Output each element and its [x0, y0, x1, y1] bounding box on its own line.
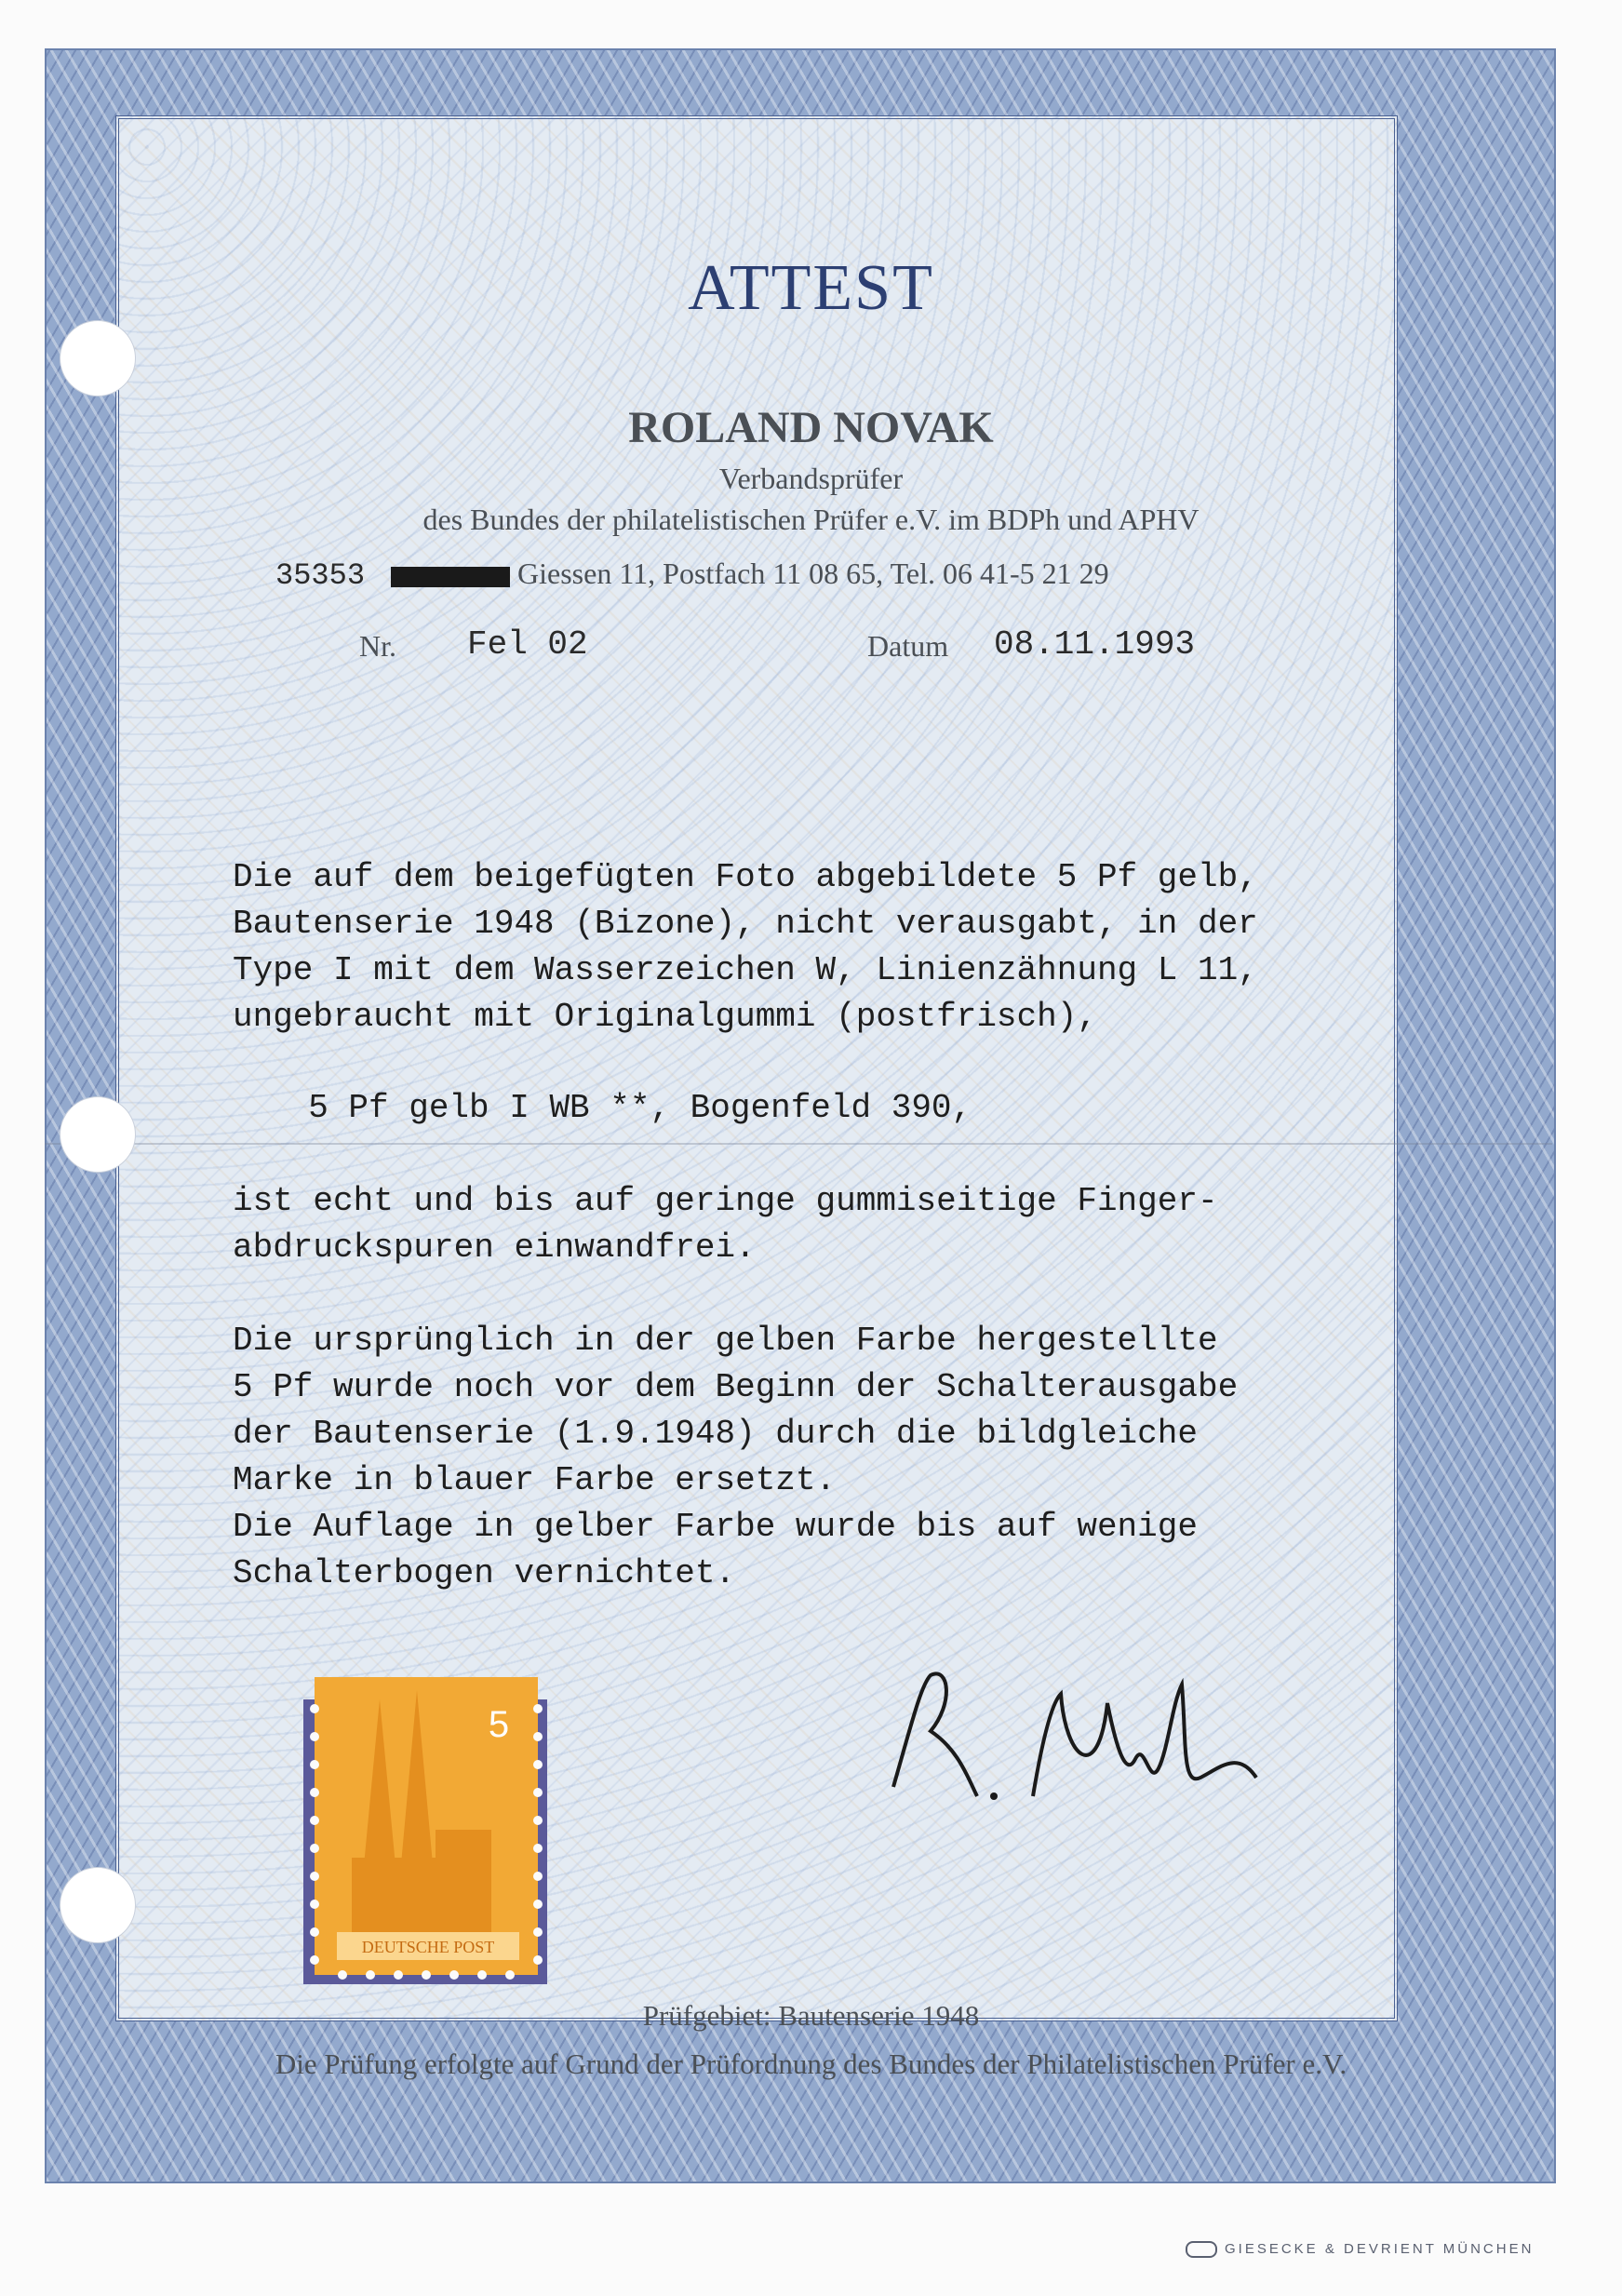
body-line: ist echt und bis auf geringe gummiseitige Finger- [233, 1182, 1218, 1220]
body-line: Die Auflage in gelber Farbe wurde bis auf wenige [233, 1508, 1198, 1546]
stamp-inscription: DEUTSCHE POST [361, 1938, 495, 1956]
body-line: Die ursprünglich in der gelben Farbe hergestellte [233, 1322, 1218, 1360]
examiner-role: Verbandsprüfer [718, 462, 904, 495]
body-line: abdruckspuren einwandfrei. [233, 1229, 756, 1267]
printer-name: GIESECKE & DEVRIENT MÜNCHEN [1225, 2241, 1535, 2257]
date-label: Datum [867, 629, 949, 663]
body-line: 5 Pf wurde noch vor dem Beginn der Schalterausgabe [233, 1368, 1239, 1406]
address-line [275, 557, 1109, 593]
punch-hole [60, 1096, 136, 1173]
body-line: Die auf dem beigefügten Foto abgebildete 5 Pf gelb, [233, 858, 1258, 896]
stamp-denomination: 5 [488, 1704, 510, 1745]
body-line: Bautenserie 1948 (Bizone), nicht verausgabt, in der [233, 905, 1258, 943]
pruefgebiet: Prüfgebiet: Bautenserie 1948 [642, 1999, 980, 2032]
date-value: 08.11.1993 [994, 625, 1196, 664]
footer-note: Die Prüfung erfolgte auf Grund der Prüfordnung des Bundes der Philatelistischen Prüfer e.V. [275, 2048, 1347, 2080]
stamp-photo [296, 1672, 553, 1988]
signature [875, 1647, 1266, 1824]
body-line: ungebraucht mit Originalgummi (postfrisch), [233, 998, 1097, 1036]
body-line: der Bautenserie (1.9.1948) durch die bildgleiche [233, 1415, 1198, 1453]
body-line: 5 Pf gelb I WB **, Bogenfeld 390, [268, 1089, 972, 1127]
fold-line [45, 1143, 1552, 1145]
certificate-title: ATTEST [688, 252, 934, 324]
redaction-bar [391, 567, 510, 587]
printer-logo-icon [1186, 2241, 1217, 2258]
examiner-address: Giessen 11, Postfach 11 08 65, Tel. 06 41-5 21 29 [517, 557, 1109, 590]
nr-label: Nr. [359, 629, 396, 663]
stamped-number: 35353 [275, 558, 366, 593]
body-line: Type I mit dem Wasserzeichen W, Linienzähnung L 11, [233, 951, 1258, 989]
punch-hole [60, 320, 136, 396]
punch-hole [60, 1867, 136, 1943]
examiner-name: ROLAND NOVAK [628, 403, 994, 452]
body-line: Marke in blauer Farbe ersetzt. [233, 1461, 837, 1499]
nr-value: Fel 02 [467, 625, 588, 664]
body-line: Schalterbogen vernichtet. [233, 1554, 736, 1592]
printer-imprint [1186, 2241, 1534, 2258]
examiner-association: des Bundes der philatelistischen Prüfer e.V. im BDPh und APHV [422, 503, 1200, 536]
